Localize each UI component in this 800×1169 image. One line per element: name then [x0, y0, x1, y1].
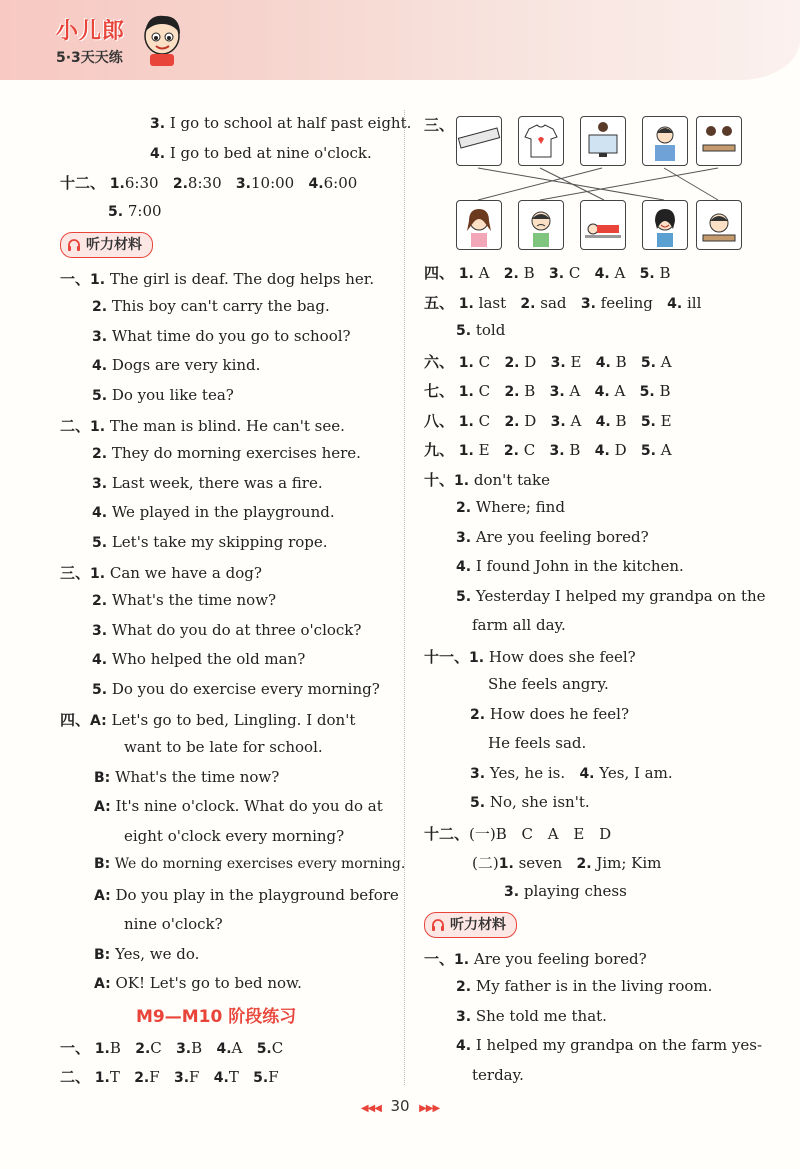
page-header — [0, 0, 800, 80]
family-icon — [697, 117, 741, 165]
boy-lying-picture — [580, 200, 626, 250]
smiling-girl-icon — [643, 201, 687, 249]
tired-boy-icon — [697, 201, 741, 249]
tshirt-picture — [518, 116, 564, 166]
listening-3-item: 3. What do you do at three o'clock? — [92, 621, 362, 639]
listening-2-item: 4. We played in the playground. — [92, 503, 335, 521]
girl-smiling-picture — [642, 200, 688, 250]
left-arrows-icon: ◀◀◀ — [360, 1103, 381, 1114]
girl-picture — [456, 200, 502, 250]
section-11-item: She feels angry. — [488, 675, 609, 693]
listening-2-item: 5. Let's take my skipping rope. — [92, 533, 328, 551]
headphones-icon — [67, 238, 81, 252]
listening-2-item: 二、1. The man is blind. He can't see. — [60, 417, 345, 435]
section-10-item: 十、1. don't take — [424, 471, 551, 489]
dialogue-line: A: It's nine o'clock. What do you do at — [94, 797, 383, 815]
section-9-answers: 九、 1. E 2. C 3. B 4. D 5. A — [424, 441, 672, 459]
listening-item: 2. My father is in the living room. — [456, 977, 713, 995]
section-10-item: 2. Where; find — [456, 498, 565, 516]
dialogue-line: A: Do you play in the playground before — [94, 886, 399, 904]
listening-3-item: 2. What's the time now? — [92, 591, 277, 609]
section-6-answers: 六、 1. C 2. D 3. E 4. B 5. A — [424, 353, 672, 371]
listening-2-item: 3. Last week, there was a fire. — [92, 474, 323, 492]
section-4-answers: 四、 1. A 2. B 3. C 4. A 5. B — [424, 264, 671, 282]
brand-subtitle: 5·3天天练 — [56, 50, 123, 66]
unit-section-2: 二、 1.T 2.F 3.F 4.T 5.F — [60, 1068, 279, 1086]
section-10-item: 3. Are you feeling bored? — [456, 528, 649, 546]
unit-title: M9—M10 阶段练习 — [136, 1007, 297, 1027]
listening-item: 一、1. Are you feeling bored? — [424, 950, 647, 968]
section-12-part-1: 十二、(一)B C A E D — [424, 825, 612, 843]
unit-section-1: 一、 1.B 2.C 3.B 4.A 5.C — [60, 1039, 284, 1057]
section-11-item: 2. How does he feel? — [470, 705, 629, 723]
listening-3-item: 三、1. Can we have a dog? — [60, 564, 262, 582]
section-5-answers: 5. told — [456, 321, 506, 339]
boy-icon — [643, 117, 687, 165]
listening-item: 3. She told me that. — [456, 1007, 607, 1025]
listening-3-item: 4. Who helped the old man? — [92, 650, 306, 668]
listening-item: terday. — [472, 1066, 524, 1084]
section-10-item: 4. I found John in the kitchen. — [456, 557, 684, 575]
section-12: 十二、 1.6:30 2.8:30 3.10:00 4.6:00 — [60, 174, 358, 192]
section-11-item: 5. No, she isn't. — [470, 793, 590, 811]
section-12-part-2: (二)1. seven 2. Jim; Kim — [472, 854, 662, 872]
section-11-item: 3. Yes, he is. 4. Yes, I am. — [470, 764, 673, 782]
brand-logo — [56, 14, 125, 67]
right-arrows-icon: ▶▶▶ — [419, 1103, 440, 1114]
listening-1-item: 一、1. The girl is deaf. The dog helps her. — [60, 270, 375, 288]
dialogue-line: B: Yes, we do. — [94, 945, 200, 963]
section-12-part-2: 3. playing chess — [504, 882, 627, 900]
listening-material-tag: 听力材料 — [60, 232, 153, 258]
page-footer — [0, 1097, 800, 1115]
computer-picture — [580, 116, 626, 166]
listening-item: 4. I helped my grandpa on the farm yes- — [456, 1036, 763, 1054]
boy-tired-picture — [696, 200, 742, 250]
section-5-answers: 五、 1. last 2. sad 3. feeling 4. ill — [424, 294, 702, 312]
answer-line: 3. I go to school at half past eight. — [150, 114, 412, 132]
dialogue-line: B: What's the time now? — [94, 768, 280, 786]
listening-1-item: 4. Dogs are very kind. — [92, 356, 261, 374]
dialogue-line: eight o'clock every morning? — [124, 827, 345, 845]
boy-sad-picture — [518, 200, 564, 250]
answer-line: 4. I go to bed at nine o'clock. — [150, 144, 372, 162]
headphones-icon — [431, 918, 445, 932]
mascot-boy-icon — [140, 10, 186, 68]
dialogue-line: nine o'clock? — [124, 915, 223, 933]
listening-3-item: 5. Do you do exercise every morning? — [92, 680, 380, 698]
section-11-item: He feels sad. — [488, 734, 587, 752]
listening-material-tag: 听力材料 — [424, 912, 517, 938]
dialogue-line: 四、A: Let's go to bed, Lingling. I don't — [60, 711, 356, 729]
section-7-answers: 七、 1. C 2. B 3. A 4. A 5. B — [424, 382, 671, 400]
boy-thinking-picture — [642, 116, 688, 166]
family-picture — [696, 116, 742, 166]
section-11-item: 十一、1. How does she feel? — [424, 648, 636, 666]
column-divider — [404, 110, 405, 1085]
listening-1-item: 2. This boy can't carry the bag. — [92, 297, 330, 315]
ruler-icon — [457, 117, 501, 165]
dialogue-line: B: We do morning exercises every morning. — [94, 856, 406, 872]
answer-line: 5. 7:00 — [108, 202, 162, 220]
dialogue-line: want to be late for school. — [124, 738, 323, 756]
dialogue-line: A: OK! Let's go to bed now. — [94, 974, 302, 992]
listening-1-item: 3. What time do you go to school? — [92, 327, 351, 345]
section-10-item: farm all day. — [472, 616, 566, 634]
listening-1-item: 5. Do you like tea? — [92, 386, 234, 404]
sad-boy-icon — [519, 201, 563, 249]
tshirt-icon — [519, 117, 563, 165]
ruler-picture — [456, 116, 502, 166]
section-10-item: 5. Yesterday I helped my grandpa on the — [456, 587, 766, 605]
listening-2-item: 2. They do morning exercises here. — [92, 444, 361, 462]
lying-boy-icon — [581, 201, 625, 249]
section-3-label: 三、 — [424, 116, 455, 134]
page-number: 30 — [390, 1097, 410, 1115]
girl-icon — [457, 201, 501, 249]
computer-boy-icon — [581, 117, 625, 165]
brand-title: 小儿郎 — [56, 19, 126, 44]
section-8-answers: 八、 1. C 2. D 3. A 4. B 5. E — [424, 412, 672, 430]
